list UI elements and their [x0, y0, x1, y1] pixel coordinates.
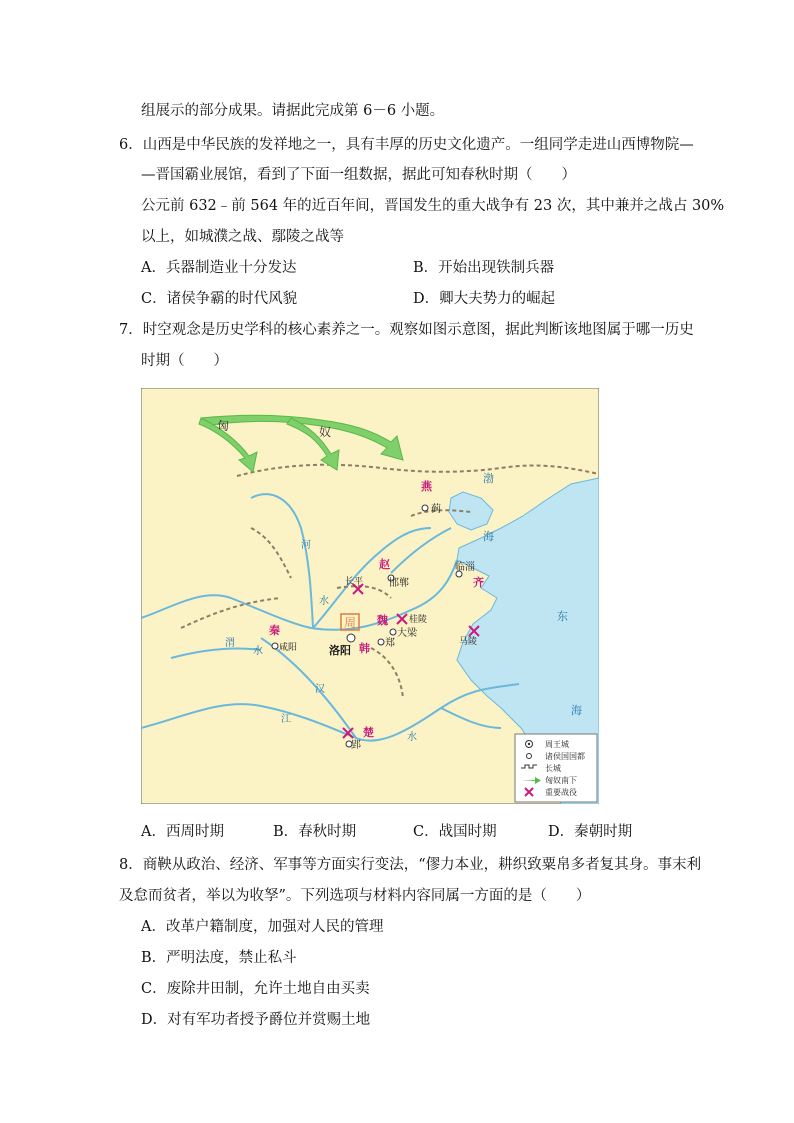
q8-option-d[interactable]: D．对有军功者授予爵位并赏赐土地: [141, 1012, 371, 1028]
label-city-guiling: 桂陵: [409, 615, 428, 625]
q6-stem-line-1: 6．山西是中华民族的发祥地之一，具有丰厚的历史文化遗产。一组同学走进山西博物院—: [119, 137, 694, 153]
label-state-wei: 魏: [377, 614, 388, 627]
label-city-daliang: 大梁: [397, 628, 417, 639]
q8-stem-line-2: 及怠而贫者，举以为收孥”。下列选项与材料内容同属一方面的是（ ）: [119, 888, 591, 904]
label-state-han: 韩: [359, 642, 370, 655]
legend-state-capital-icon: [527, 754, 532, 759]
label-bohai-1: 渤: [483, 472, 494, 485]
label-state-qin: 秦: [269, 624, 280, 637]
q6-option-b[interactable]: B．开始出现铁制兵器: [413, 260, 555, 276]
label-xiongnu-1: 匈: [217, 419, 230, 433]
label-river-jiang: 江: [281, 714, 291, 725]
marker-luoyang: [347, 634, 355, 642]
label-zhou: 周: [344, 616, 357, 630]
label-river-wei-shui: 水: [253, 646, 263, 657]
q7-stem-line-1: 7．时空观念是历史学科的核心素养之一。观察如图示意图，据此判断该地图属于哪一历史: [119, 322, 694, 338]
q8-option-a[interactable]: A．改革户籍制度，加强对人民的管理: [141, 919, 384, 935]
q6-option-a[interactable]: A．兵器制造业十分发达: [141, 260, 297, 276]
label-city-changping: 长平: [345, 577, 364, 587]
label-city-handan: 邯郸: [389, 578, 409, 589]
label-river-shui: 水: [319, 596, 329, 607]
legend-great-wall: 长城: [545, 764, 561, 773]
map-svg: [141, 388, 599, 804]
label-donghai-2: 海: [571, 704, 582, 717]
legend-state-capital: 诸侯国国都: [545, 752, 585, 761]
q7-stem-line-2: 时期（ ）: [141, 353, 228, 369]
label-city-ji: 蓟: [431, 504, 441, 515]
label-donghai-1: 东: [557, 610, 568, 623]
q8-option-c[interactable]: C．废除井田制，允许土地自由买卖: [141, 981, 370, 997]
legend-xiongnu-south: 匈奴南下: [545, 776, 577, 785]
legend-battle: 重要战役: [545, 788, 577, 797]
label-state-qi: 齐: [473, 576, 484, 589]
marker-daliang: [390, 629, 396, 635]
q6-stem-line-2: —晋国霸业展馆，看到了下面一组数据，据此可知春秋时期（ ）: [141, 167, 576, 183]
label-city-zheng: 郑: [385, 638, 395, 649]
intro-line: 组展示的部分成果。请据此完成第 6－6 小题。: [141, 103, 445, 119]
legend-zhou-capital: 周王城: [545, 740, 569, 749]
label-river-wei: 渭: [225, 638, 235, 649]
warring-states-map: [141, 388, 599, 804]
q6-material-line-2: 以上，如城濮之战、鄢陵之战等: [141, 229, 344, 245]
label-city-ying: 郢: [351, 740, 361, 751]
q7-option-b[interactable]: B．春秋时期: [273, 824, 357, 840]
label-river-jiang-shui: 水: [407, 732, 417, 743]
marker-zheng: [378, 639, 384, 645]
marker-xianyang: [272, 643, 278, 649]
label-city-maling: 马陵: [459, 637, 478, 647]
label-state-zhao: 赵: [379, 558, 390, 571]
label-river-he: 河: [301, 540, 311, 551]
q7-option-d[interactable]: D．秦朝时期: [548, 824, 633, 840]
label-state-chu: 楚: [363, 726, 374, 739]
q8-option-b[interactable]: B．严明法度，禁止私斗: [141, 950, 297, 966]
label-state-yan: 燕: [421, 480, 432, 493]
map-legend: [515, 734, 597, 802]
q8-stem-line-1: 8．商鞅从政治、经济、军事等方面实行变法，“僇力本业，耕织致粟帛多者复其身。事末利: [119, 857, 702, 873]
q7-option-a[interactable]: A．西周时期: [141, 824, 224, 840]
label-bohai-2: 海: [483, 530, 494, 543]
label-river-han: 汉: [315, 684, 325, 695]
label-xiongnu-2: 奴: [319, 425, 332, 439]
marker-ji: [422, 505, 428, 511]
label-city-xianyang: 咸阳: [279, 643, 298, 653]
q6-option-c[interactable]: C．诸侯争霸的时代风貌: [141, 291, 298, 307]
label-city-luoyang: 洛阳: [329, 644, 351, 657]
q7-option-c[interactable]: C．战国时期: [413, 824, 497, 840]
q6-option-d[interactable]: D．卿大夫势力的崛起: [413, 291, 556, 307]
q6-material-line-1: 公元前 632﹣前 564 年的近百年间，晋国发生的重大战争有 23 次，其中兼并之战占 30%: [141, 198, 725, 214]
label-city-linzi: 临淄: [455, 562, 475, 573]
